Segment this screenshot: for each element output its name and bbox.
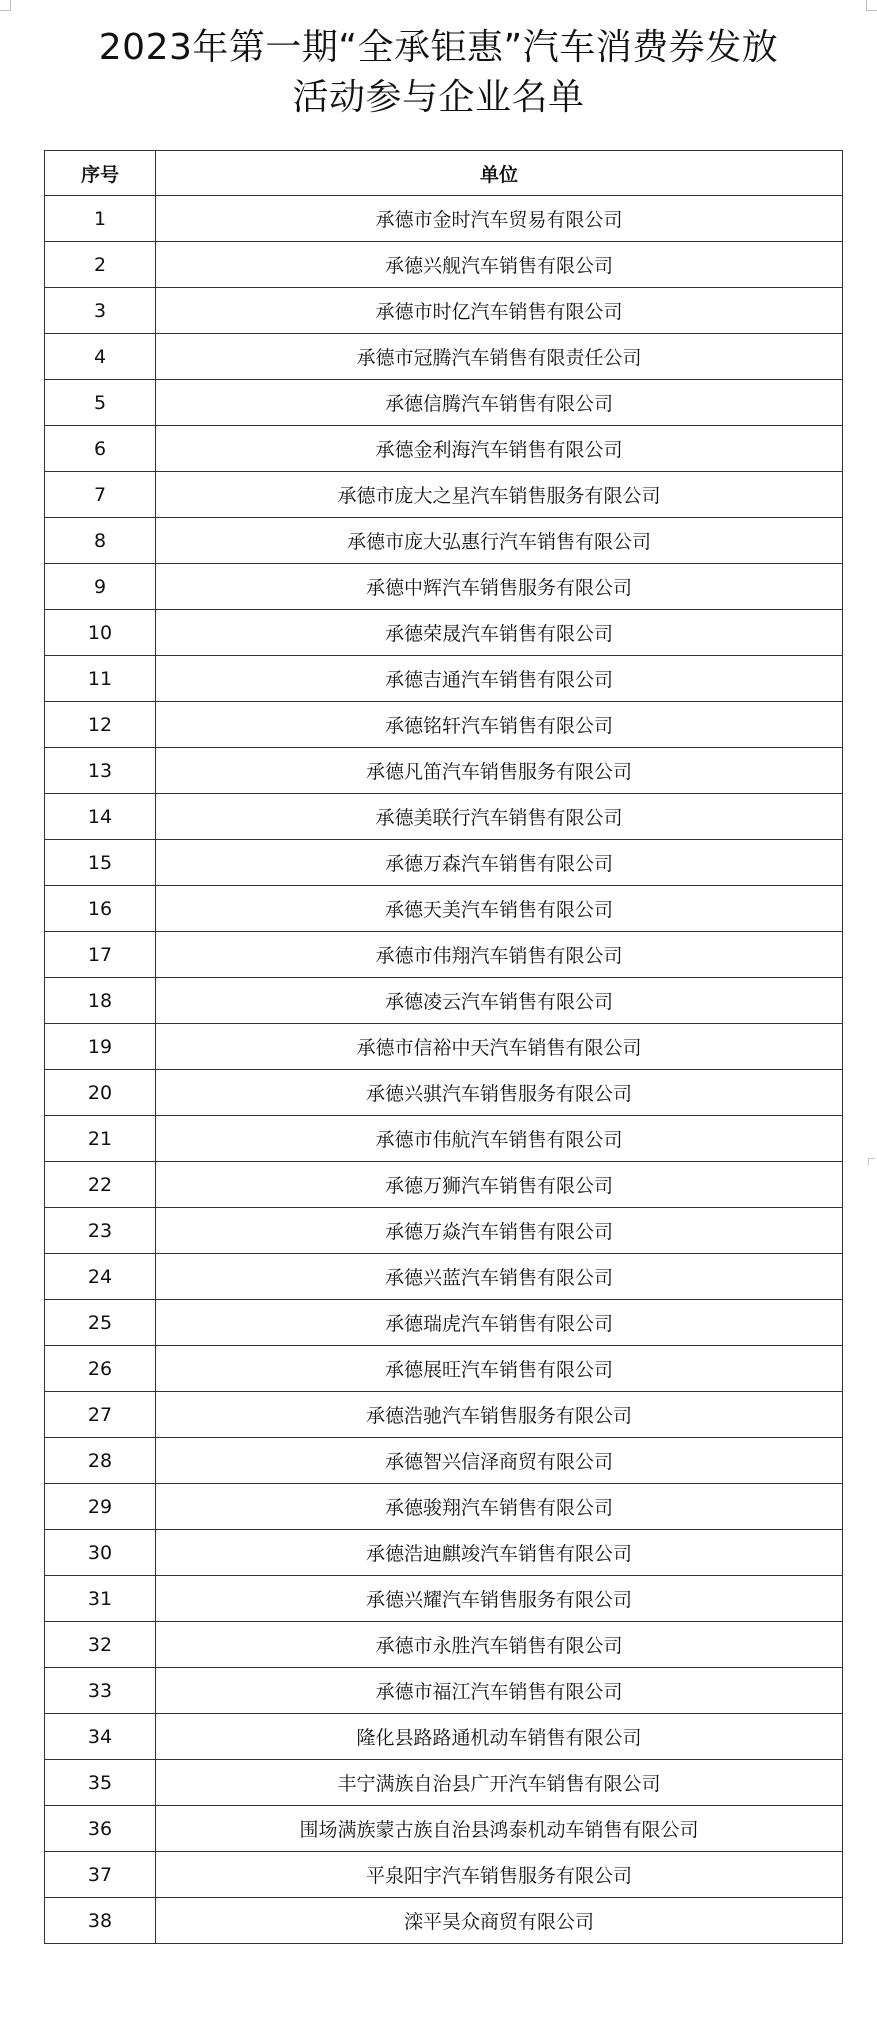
- row-unit-cell: 承德瑞虎汽车销售有限公司: [156, 1300, 843, 1346]
- row-index-cell: 25: [45, 1300, 156, 1346]
- row-index-cell: 3: [45, 288, 156, 334]
- table-row: [45, 1714, 843, 1760]
- row-unit-cell: 承德中辉汽车销售服务有限公司: [156, 564, 843, 610]
- row-index-cell: 26: [45, 1346, 156, 1392]
- table-row: [45, 1346, 843, 1392]
- table-row: [45, 564, 843, 610]
- row-index-cell: 10: [45, 610, 156, 656]
- table-row: [45, 1162, 843, 1208]
- row-unit-cell: 承德信腾汽车销售有限公司: [156, 380, 843, 426]
- row-index-cell: 15: [45, 840, 156, 886]
- table-row: [45, 1116, 843, 1162]
- scan-mark-right: [868, 1158, 875, 1165]
- header-index: 序号: [45, 151, 156, 196]
- table-row: [45, 1576, 843, 1622]
- header-unit: 单位: [156, 151, 843, 196]
- table-row: [45, 1484, 843, 1530]
- table-row: [45, 1392, 843, 1438]
- table-row: [45, 472, 843, 518]
- table-row: [45, 610, 843, 656]
- table-row: [45, 748, 843, 794]
- row-index-cell: 20: [45, 1070, 156, 1116]
- row-index-cell: 13: [45, 748, 156, 794]
- row-unit-cell: 承德市福江汽车销售有限公司: [156, 1668, 843, 1714]
- row-unit-cell: 围场满族蒙古族自治县鸿泰机动车销售有限公司: [156, 1806, 843, 1852]
- crop-mark-top-left: [0, 0, 11, 11]
- row-index-cell: 38: [45, 1898, 156, 1944]
- row-index-cell: 31: [45, 1576, 156, 1622]
- row-index-cell: 35: [45, 1760, 156, 1806]
- row-index-cell: 19: [45, 1024, 156, 1070]
- row-unit-cell: 丰宁满族自治县广开汽车销售有限公司: [156, 1760, 843, 1806]
- row-unit-cell: 承德美联行汽车销售有限公司: [156, 794, 843, 840]
- table-row: [45, 1898, 843, 1944]
- row-index-cell: 2: [45, 242, 156, 288]
- row-index-cell: 12: [45, 702, 156, 748]
- row-index-cell: 16: [45, 886, 156, 932]
- row-index-cell: 37: [45, 1852, 156, 1898]
- row-unit-cell: 承德兴蓝汽车销售有限公司: [156, 1254, 843, 1300]
- row-unit-cell: 承德兴骐汽车销售服务有限公司: [156, 1070, 843, 1116]
- row-index-cell: 8: [45, 518, 156, 564]
- row-unit-cell: 隆化县路路通机动车销售有限公司: [156, 1714, 843, 1760]
- row-index-cell: 5: [45, 380, 156, 426]
- table-row: [45, 886, 843, 932]
- row-unit-cell: 承德展旺汽车销售有限公司: [156, 1346, 843, 1392]
- table-row: [45, 1852, 843, 1898]
- table-row: [45, 1300, 843, 1346]
- row-index-cell: 11: [45, 656, 156, 702]
- crop-mark-top-right: [866, 0, 877, 11]
- table-row: [45, 1024, 843, 1070]
- table-row: [45, 1208, 843, 1254]
- table-row: [45, 242, 843, 288]
- document-subtitle: 活动参与企业名单: [292, 77, 585, 118]
- row-index-cell: 32: [45, 1622, 156, 1668]
- table-row: [45, 196, 843, 242]
- row-index-cell: 6: [45, 426, 156, 472]
- row-index-cell: 29: [45, 1484, 156, 1530]
- table-row: [45, 702, 843, 748]
- row-unit-cell: 承德市金时汽车贸易有限公司: [156, 196, 843, 242]
- table-header-row: [45, 151, 843, 196]
- table-body: [45, 196, 843, 1944]
- row-index-cell: 22: [45, 1162, 156, 1208]
- row-unit-cell: 承德市冠腾汽车销售有限责任公司: [156, 334, 843, 380]
- table-row: [45, 1438, 843, 1484]
- row-index-cell: 27: [45, 1392, 156, 1438]
- table-row: [45, 840, 843, 886]
- row-unit-cell: 承德荣晟汽车销售有限公司: [156, 610, 843, 656]
- document-title: 2023年第一期“全承钜惠”汽车消费券发放: [98, 27, 779, 68]
- table-row: [45, 518, 843, 564]
- row-unit-cell: 平泉阳宇汽车销售服务有限公司: [156, 1852, 843, 1898]
- row-index-cell: 21: [45, 1116, 156, 1162]
- row-unit-cell: 承德市伟航汽车销售有限公司: [156, 1116, 843, 1162]
- row-unit-cell: 承德万森汽车销售有限公司: [156, 840, 843, 886]
- row-unit-cell: 承德市信裕中天汽车销售有限公司: [156, 1024, 843, 1070]
- table-row: [45, 1668, 843, 1714]
- row-unit-cell: 承德兴耀汽车销售服务有限公司: [156, 1576, 843, 1622]
- row-unit-cell: 承德市庞大之星汽车销售服务有限公司: [156, 472, 843, 518]
- table-row: [45, 334, 843, 380]
- row-unit-cell: 承德凡笛汽车销售服务有限公司: [156, 748, 843, 794]
- row-index-cell: 14: [45, 794, 156, 840]
- row-index-cell: 28: [45, 1438, 156, 1484]
- row-index-cell: 30: [45, 1530, 156, 1576]
- table-row: [45, 656, 843, 702]
- row-index-cell: 1: [45, 196, 156, 242]
- table-row: [45, 1254, 843, 1300]
- row-unit-cell: 承德兴舰汽车销售有限公司: [156, 242, 843, 288]
- row-unit-cell: 承德凌云汽车销售有限公司: [156, 978, 843, 1024]
- table-row: [45, 380, 843, 426]
- table-row: [45, 1622, 843, 1668]
- table-row: [45, 288, 843, 334]
- row-index-cell: 9: [45, 564, 156, 610]
- row-unit-cell: 承德吉通汽车销售有限公司: [156, 656, 843, 702]
- row-unit-cell: 承德市永胜汽车销售有限公司: [156, 1622, 843, 1668]
- row-unit-cell: 承德骏翔汽车销售有限公司: [156, 1484, 843, 1530]
- row-index-cell: 23: [45, 1208, 156, 1254]
- row-unit-cell: 承德浩驰汽车销售服务有限公司: [156, 1392, 843, 1438]
- row-unit-cell: 承德智兴信泽商贸有限公司: [156, 1438, 843, 1484]
- table-row: [45, 794, 843, 840]
- row-index-cell: 4: [45, 334, 156, 380]
- row-unit-cell: 承德市时亿汽车销售有限公司: [156, 288, 843, 334]
- participant-table: [44, 150, 843, 1944]
- row-unit-cell: 承德浩迪麒竣汽车销售有限公司: [156, 1530, 843, 1576]
- row-unit-cell: 承德万狮汽车销售有限公司: [156, 1162, 843, 1208]
- row-unit-cell: 滦平昊众商贸有限公司: [156, 1898, 843, 1944]
- row-unit-cell: 承德天美汽车销售有限公司: [156, 886, 843, 932]
- table-row: [45, 932, 843, 978]
- table-row: [45, 1760, 843, 1806]
- row-index-cell: 18: [45, 978, 156, 1024]
- table-row: [45, 1070, 843, 1116]
- row-unit-cell: 承德金利海汽车销售有限公司: [156, 426, 843, 472]
- row-index-cell: 17: [45, 932, 156, 978]
- row-index-cell: 36: [45, 1806, 156, 1852]
- table-row: [45, 426, 843, 472]
- table-row: [45, 978, 843, 1024]
- row-unit-cell: 承德万焱汽车销售有限公司: [156, 1208, 843, 1254]
- row-unit-cell: 承德市伟翔汽车销售有限公司: [156, 932, 843, 978]
- row-index-cell: 7: [45, 472, 156, 518]
- row-index-cell: 33: [45, 1668, 156, 1714]
- table-row: [45, 1530, 843, 1576]
- row-index-cell: 24: [45, 1254, 156, 1300]
- row-unit-cell: 承德市庞大弘惠行汽车销售有限公司: [156, 518, 843, 564]
- row-unit-cell: 承德铭轩汽车销售有限公司: [156, 702, 843, 748]
- row-index-cell: 34: [45, 1714, 156, 1760]
- table-row: [45, 1806, 843, 1852]
